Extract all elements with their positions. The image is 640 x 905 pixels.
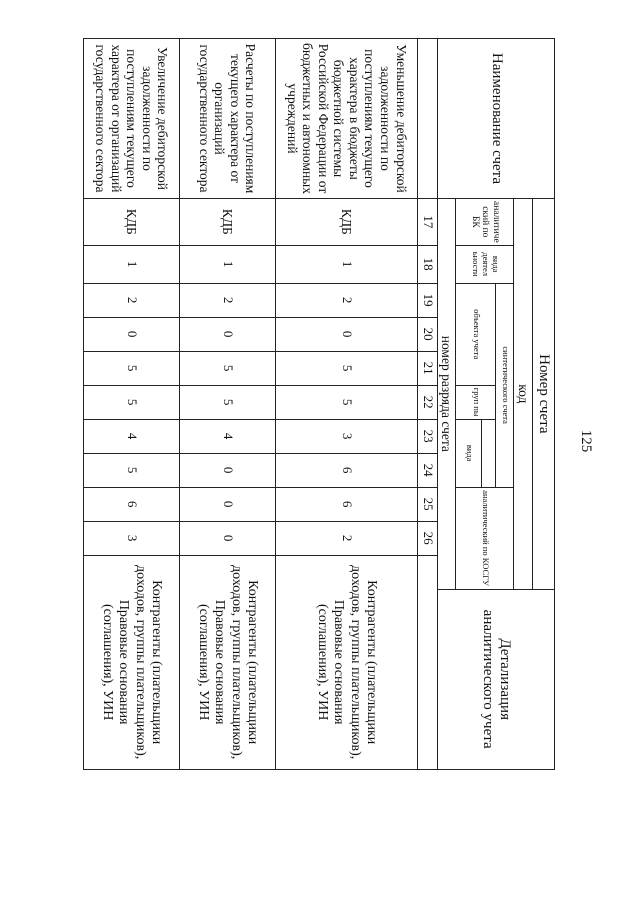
row-name: Расчеты по поступлениям текущего характера от организаций государственного сектора xyxy=(179,39,275,199)
row-d24: 5 xyxy=(83,453,179,487)
row-d23: 3 xyxy=(275,419,417,453)
row-bk: КДБ xyxy=(83,199,179,246)
blank-cell xyxy=(417,39,437,199)
header-analytic-bk: аналитиче ский по БК xyxy=(456,199,514,246)
row-d22: 5 xyxy=(179,385,275,419)
page-number: 125 xyxy=(578,429,594,453)
row-d22: 5 xyxy=(83,385,179,419)
header-kind: вида xyxy=(456,419,482,487)
row-detail: Контрагенты (плательщики доходов, группы плательщиков), Правовые основания (соглашения), УИН xyxy=(83,555,179,769)
row-detail: Контрагенты (плательщики доходов, группы плательщиков), Правовые основания (соглашения), УИН xyxy=(179,555,275,769)
row-d23: 4 xyxy=(83,419,179,453)
row-d26: 3 xyxy=(83,521,179,555)
row-name: Увеличение дебиторской задолженности по поступлениям текущего характера от организаций государственного сектора xyxy=(83,39,179,199)
row-d18: 1 xyxy=(275,245,417,283)
digit-25: 25 xyxy=(417,487,437,521)
header-group: груп пы xyxy=(456,385,496,419)
header-synthetic: синтетического счета xyxy=(496,283,514,487)
digit-17: 17 xyxy=(417,199,437,246)
row-d24: 6 xyxy=(275,453,417,487)
row-d25: 0 xyxy=(179,487,275,521)
accounts-table xyxy=(83,38,555,770)
digit-20: 20 xyxy=(417,317,437,351)
header-analytic-kosgu: аналитический по КОСГУ xyxy=(456,487,514,589)
row-d24: 0 xyxy=(179,453,275,487)
row-d22: 5 xyxy=(275,385,417,419)
row-bk: КДБ xyxy=(179,199,275,246)
row-d26: 0 xyxy=(179,521,275,555)
row-d20: 0 xyxy=(275,317,417,351)
row-bk: КДБ xyxy=(275,199,417,246)
header-account-number: Номер счета xyxy=(533,199,555,590)
row-d18: 1 xyxy=(179,245,275,283)
header-detail-col: Детализация аналитического учета xyxy=(437,589,554,769)
row-name: Уменьшение дебиторской задолженности по поступлениям текущего характера в бюджеты бюджетной системы Российской Федерации от бюджетных и автономных учреждений xyxy=(275,39,417,199)
row-d19: 2 xyxy=(179,283,275,317)
header-digit-number: номер разряда счета xyxy=(437,199,456,590)
row-d21: 5 xyxy=(179,351,275,385)
digit-22: 22 xyxy=(417,385,437,419)
row-d19: 2 xyxy=(83,283,179,317)
header-activity-type: вида деятел ьности xyxy=(456,245,514,283)
row-d23: 4 xyxy=(179,419,275,453)
table-row xyxy=(179,39,275,770)
row-detail: Контрагенты (плательщики доходов, группы плательщиков), Правовые основания (соглашения), УИН xyxy=(275,555,417,769)
row-d25: 6 xyxy=(83,487,179,521)
header-blank xyxy=(482,419,496,487)
digit-23: 23 xyxy=(417,419,437,453)
row-d19: 2 xyxy=(275,283,417,317)
digit-19: 19 xyxy=(417,283,437,317)
header-code: код xyxy=(514,199,533,590)
row-d26: 2 xyxy=(275,521,417,555)
row-d18: 1 xyxy=(83,245,179,283)
row-d21: 5 xyxy=(275,351,417,385)
row-d20: 0 xyxy=(179,317,275,351)
row-d25: 6 xyxy=(275,487,417,521)
digit-18: 18 xyxy=(417,245,437,283)
blank-cell xyxy=(417,555,437,769)
digit-21: 21 xyxy=(417,351,437,385)
row-d20: 0 xyxy=(83,317,179,351)
table-row xyxy=(83,39,179,770)
header-name-col: Наименование счета xyxy=(437,39,554,199)
digit-26: 26 xyxy=(417,521,437,555)
row-d21: 5 xyxy=(83,351,179,385)
header-accounting-object: объекта учета xyxy=(456,283,496,385)
digit-24: 24 xyxy=(417,453,437,487)
table-row xyxy=(275,39,417,770)
